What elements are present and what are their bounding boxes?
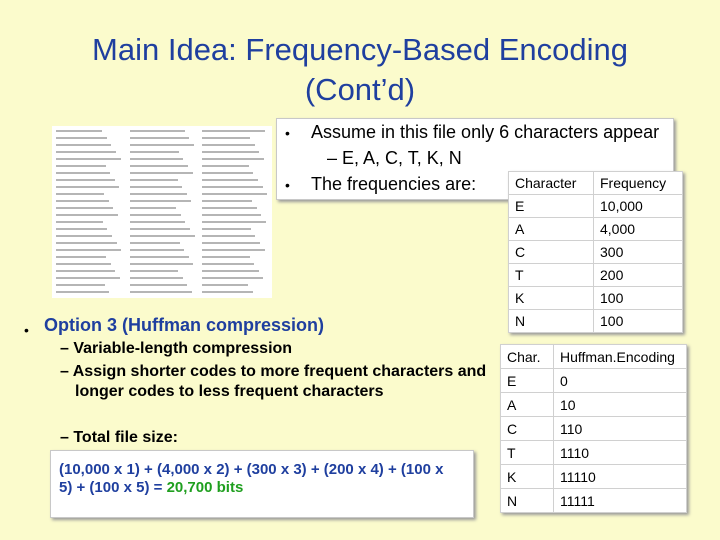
text-line — [56, 130, 102, 132]
sub-assign-codes-1: – Assign shorter codes to more frequent characters and — [60, 363, 487, 380]
text-line — [56, 137, 107, 139]
text-line — [130, 193, 187, 195]
table-cell: C — [509, 241, 594, 264]
text-line — [56, 228, 107, 230]
text-line — [130, 249, 184, 251]
text-line — [130, 137, 189, 139]
frequency-row-header — [509, 172, 683, 195]
text-line — [56, 158, 121, 160]
sub-variable-length: – Variable-length compression — [60, 340, 293, 357]
table-cell: 200 — [594, 264, 683, 287]
text-line — [202, 207, 257, 209]
table-cell: A — [501, 393, 554, 417]
calc-line-2 — [59, 479, 465, 497]
text-line — [202, 200, 252, 202]
text-line — [56, 179, 115, 181]
text-line — [56, 144, 111, 146]
text-line — [56, 200, 109, 202]
option-title: Option 3 (Huffman compression) — [44, 315, 325, 335]
document-thumbnail — [52, 126, 272, 298]
text-line — [130, 284, 187, 286]
sub-total-size: – Total file size: — [60, 429, 178, 446]
huffman-row-header — [501, 345, 687, 369]
frequency-row — [509, 264, 683, 287]
frequency-table — [508, 171, 683, 333]
text-line — [202, 186, 263, 188]
text-line — [130, 186, 182, 188]
bullet-frequencies: The frequencies are: — [311, 174, 477, 194]
text-line — [130, 214, 181, 216]
text-line — [202, 214, 261, 216]
text-line — [202, 249, 265, 251]
huffman-table — [500, 344, 687, 513]
huffman-row — [501, 489, 687, 513]
text-line — [202, 158, 264, 160]
text-line — [56, 291, 109, 293]
text-line — [56, 151, 116, 153]
calc-result: 20,700 bits — [166, 479, 244, 496]
table-cell: 110 — [554, 417, 687, 441]
text-line — [56, 214, 118, 216]
bullet-dot: • — [285, 125, 290, 141]
text-line — [56, 263, 111, 265]
text-line — [130, 263, 193, 265]
text-line — [130, 172, 193, 174]
text-line — [202, 256, 250, 258]
text-line — [56, 193, 104, 195]
huffman-row — [501, 417, 687, 441]
text-line — [130, 291, 192, 293]
text-line — [56, 270, 115, 272]
table-cell: E — [501, 369, 554, 393]
doc-column-2 — [130, 130, 196, 298]
text-line — [56, 284, 105, 286]
table-cell: C — [501, 417, 554, 441]
text-line — [202, 277, 263, 279]
frequency-row — [509, 310, 683, 333]
text-line — [202, 235, 255, 237]
text-line — [130, 144, 194, 146]
text-line — [130, 235, 195, 237]
text-line — [130, 242, 180, 244]
text-line — [202, 193, 267, 195]
text-line — [130, 221, 185, 223]
title-line-2: (Cont’d) — [304, 72, 416, 107]
huffman-row — [501, 393, 687, 417]
text-line — [130, 179, 178, 181]
text-line — [56, 242, 117, 244]
slide-title — [0, 30, 720, 110]
huffman-row — [501, 465, 687, 489]
text-line — [56, 172, 110, 174]
bullet-dot: • — [24, 322, 29, 338]
table-cell: N — [501, 489, 554, 513]
table-cell: 10 — [554, 393, 687, 417]
frequency-row — [509, 287, 683, 310]
frequency-row — [509, 241, 683, 264]
text-line — [130, 270, 178, 272]
column-header: Huffman.Encoding — [554, 345, 687, 369]
text-line — [202, 137, 250, 139]
text-line — [56, 221, 103, 223]
table-cell: 4,000 — [594, 218, 683, 241]
text-line — [130, 277, 183, 279]
text-line — [130, 207, 176, 209]
table-cell: 100 — [594, 287, 683, 310]
bullet-characters: – E, A, C, T, K, N — [327, 148, 462, 168]
table-cell: N — [509, 310, 594, 333]
table-cell: T — [501, 441, 554, 465]
title-line-1: Main Idea: Frequency-Based Encoding — [92, 32, 628, 67]
text-line — [56, 235, 112, 237]
frequency-row — [509, 218, 683, 241]
table-cell: T — [509, 264, 594, 287]
column-header: Character — [509, 172, 594, 195]
text-line — [56, 207, 113, 209]
text-line — [202, 242, 260, 244]
text-line — [130, 151, 179, 153]
doc-column-3 — [202, 130, 268, 298]
text-line — [130, 228, 190, 230]
table-cell: 300 — [594, 241, 683, 264]
text-line — [56, 186, 119, 188]
sub-assign-codes-2: longer codes to less frequent characters — [75, 383, 384, 400]
text-line — [202, 151, 259, 153]
text-line — [130, 200, 191, 202]
calc-line-2-text: 5) + (100 x 5) = — [59, 479, 167, 496]
text-line — [202, 263, 254, 265]
text-line — [130, 158, 183, 160]
table-cell: 1110 — [554, 441, 687, 465]
table-cell: 11111 — [554, 489, 687, 513]
table-cell: K — [501, 465, 554, 489]
text-line — [202, 221, 266, 223]
table-cell: 10,000 — [594, 195, 683, 218]
text-line — [202, 130, 265, 132]
frequency-row — [509, 195, 683, 218]
column-header: Char. — [501, 345, 554, 369]
table-cell: E — [509, 195, 594, 218]
text-line — [130, 165, 188, 167]
text-line — [130, 256, 189, 258]
text-line — [202, 270, 259, 272]
huffman-row — [501, 369, 687, 393]
table-cell: 100 — [594, 310, 683, 333]
text-line — [130, 130, 185, 132]
table-cell: 0 — [554, 369, 687, 393]
text-line — [202, 228, 251, 230]
bullet-dot: • — [285, 177, 290, 193]
doc-column-1 — [56, 130, 122, 298]
text-line — [202, 179, 258, 181]
table-cell: K — [509, 287, 594, 310]
huffman-row — [501, 441, 687, 465]
text-line — [202, 284, 248, 286]
text-line — [202, 144, 255, 146]
table-cell: A — [509, 218, 594, 241]
table-cell: 11110 — [554, 465, 687, 489]
text-line — [56, 256, 106, 258]
text-line — [56, 249, 121, 251]
text-line — [56, 277, 120, 279]
bullet-assume: Assume in this file only 6 characters appear — [311, 122, 660, 142]
column-header: Frequency — [594, 172, 683, 195]
text-line — [202, 165, 249, 167]
calculation-box — [50, 450, 474, 518]
calc-line-1: (10,000 x 1) + (4,000 x 2) + (300 x 3) + (200 x 4) + (100 x — [59, 461, 444, 478]
text-line — [202, 172, 253, 174]
text-line — [202, 291, 253, 293]
text-line — [56, 165, 106, 167]
